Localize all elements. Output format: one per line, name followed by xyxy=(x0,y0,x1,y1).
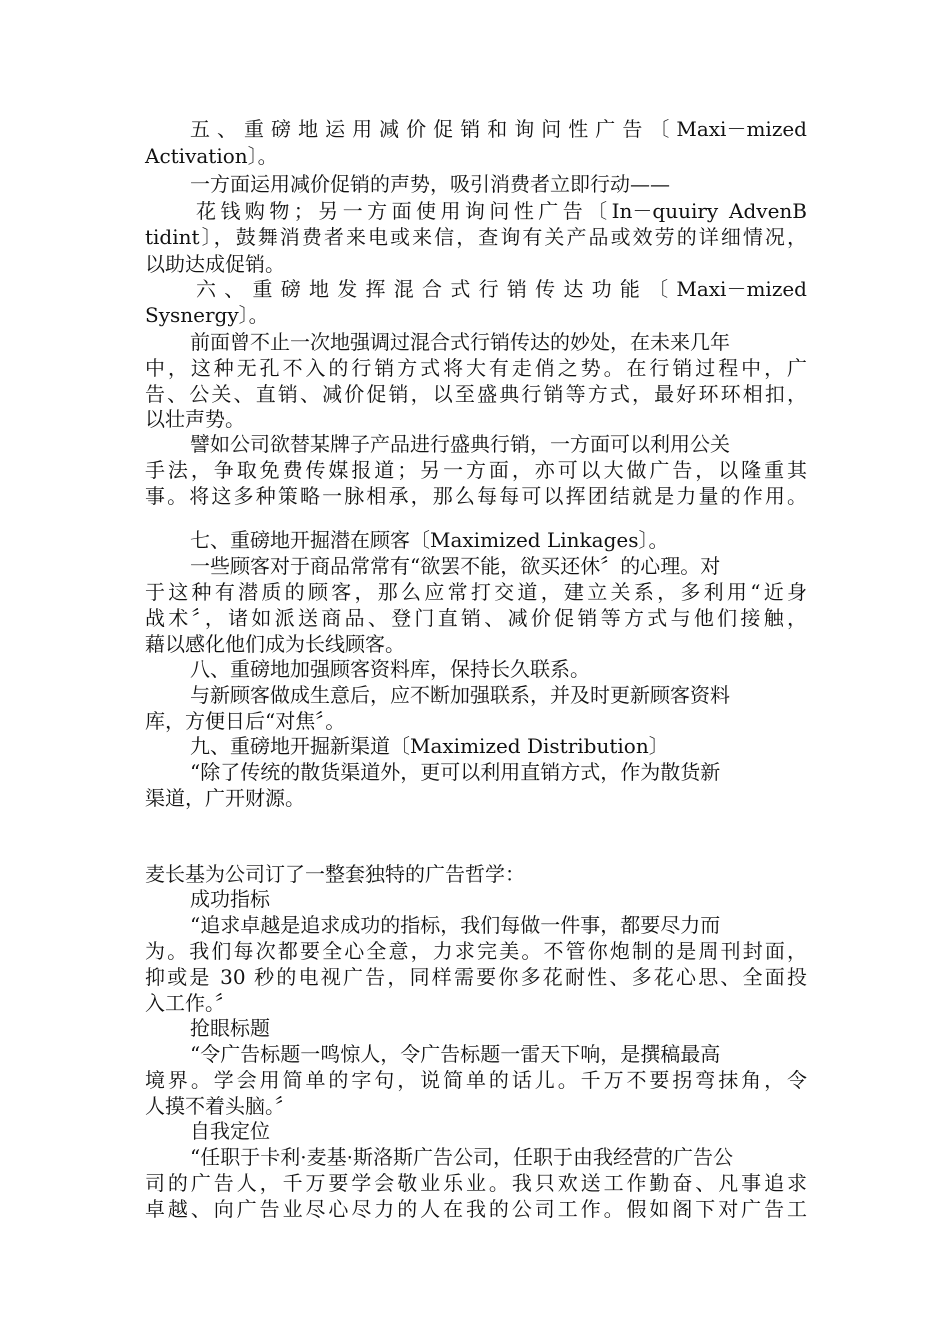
text-line: 七、重磅地开掘潜在顾客〔Maximized Linkages〕。 xyxy=(190,528,669,552)
text-line: 一方面运用减价促销的声势，吸引消费者立即行动—— xyxy=(190,172,670,196)
text-line: 手法，争取免费传媒报道；另一方面，亦可以大做广告，以隆重其 xyxy=(145,458,807,482)
text-line: 司的广告人，千万要学会敬业乐业。我只欢送工作勤奋、凡事追求 xyxy=(145,1171,807,1195)
text-line: 八、重磅地加强顾客资料库，保持长久联系。 xyxy=(190,657,590,681)
text-line: 告、公关、直销、减价促销，以至盛典行销等方式，最好环环相扣， xyxy=(145,382,807,406)
text-line: 以壮声势。 xyxy=(145,407,245,431)
text-line: 与新顾客做成生意后，应不断加强联系，并及时更新顾客资料 xyxy=(190,683,730,707)
text-line: 抑或是 30 秒的电视广告，同样需要你多花耐性、多花心思、全面投 xyxy=(145,965,807,989)
text-line: 战术〞，诸如派送商品、登门直销、减价促销等方式与他们接触， xyxy=(145,606,807,630)
text-line: “任职于卡利·麦基·斯洛斯广告公司，任职于由我经营的广告公 xyxy=(190,1145,733,1169)
text-line: 入工作。〞 xyxy=(145,991,235,1015)
text-line: tidint〕，鼓舞消费者来电或来信，查询有关产品或效劳的详细情况， xyxy=(145,225,807,249)
text-line: 自我定位 xyxy=(190,1119,270,1143)
text-line: 一些顾客对于商品常常有“欲罢不能，欲买还休〞的心理。对 xyxy=(190,554,721,578)
text-line: Activation〕。 xyxy=(145,144,278,168)
text-line: “除了传统的散货渠道外，更可以利用直销方式，作为散货新 xyxy=(190,760,721,784)
text-line: 九、重磅地开掘新渠道〔Maximized Distribution〕 xyxy=(190,734,669,758)
text-line: 于这种有潜质的顾客，那么应常打交道，建立关系，多利用“近身 xyxy=(145,580,807,604)
text-line: 事。将这多种策略一脉相承，那么每每可以挥团结就是力量的作用。 xyxy=(145,484,807,508)
text-line: 前面曾不止一次地强调过混合式行销传达的妙处，在未来几年 xyxy=(190,330,730,354)
text-line: 花钱购物；另一方面使用询问性广告〔In－quuiry AdvenB xyxy=(196,199,807,223)
text-line: 卓越、向广告业尽心尽力的人在我的公司工作。假如阁下对广告工 xyxy=(145,1197,807,1221)
text-line: 库，方便日后“对焦〞。 xyxy=(145,709,346,733)
text-line: 六、重磅地发挥混合式行销传达功能〔Maxi－mized xyxy=(196,277,807,301)
text-line: 五、重磅地运用减价促销和询问性广告〔Maxi－mized xyxy=(190,117,807,141)
text-line: Sysnergy〕。 xyxy=(145,303,269,327)
text-line: 抢眼标题 xyxy=(190,1016,270,1040)
text-line: 中，这种无孔不入的行销方式将大有走俏之势。在行销过程中，广 xyxy=(145,356,807,380)
text-line: 人摸不着头脑。〞 xyxy=(145,1094,295,1118)
text-line: 譬如公司欲替某牌子产品进行盛典行销，一方面可以利用公关 xyxy=(190,432,730,456)
text-line: 境界。学会用简单的字句，说简单的话儿。千万不要拐弯抹角，令 xyxy=(145,1068,807,1092)
text-line: 以助达成促销。 xyxy=(145,252,285,276)
text-line: 为。我们每次都要全心全意，力求完美。不管你炮制的是周刊封面， xyxy=(145,939,807,963)
text-line: 成功指标 xyxy=(190,887,270,911)
text-line: 藉以感化他们成为长线顾客。 xyxy=(145,632,405,656)
text-line: 渠道，广开财源。 xyxy=(145,786,305,810)
text-line: “令广告标题一鸣惊人，令广告标题一雷天下响，是撰稿最高 xyxy=(190,1042,721,1066)
text-line: “追求卓越是追求成功的指标，我们每做一件事，都要尽力而 xyxy=(190,913,721,937)
text-line: 麦长基为公司订了一整套独特的广告哲学： xyxy=(145,862,525,886)
